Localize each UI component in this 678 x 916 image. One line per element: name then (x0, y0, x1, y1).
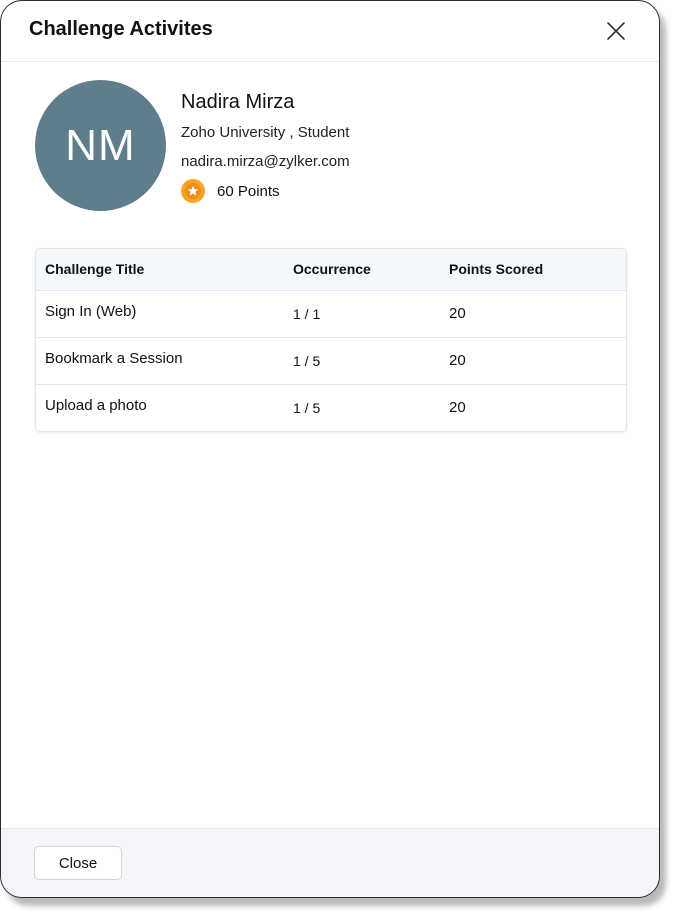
table-row (36, 337, 626, 384)
avatar: NM (35, 80, 166, 211)
column-header-challenge-title: Challenge Title (36, 249, 293, 290)
points-value: 60 Points (217, 182, 280, 200)
user-organization: Zoho University , Student (181, 124, 350, 141)
close-button[interactable]: Close (34, 846, 122, 880)
dialog-title: Challenge Activites (29, 18, 213, 40)
user-profile (35, 80, 625, 212)
points-summary (181, 179, 280, 203)
challenge-table (35, 248, 627, 432)
occurrence-cell: 1 / 5 (293, 399, 321, 416)
dialog-header (1, 1, 659, 62)
challenge-title: Upload a photo (45, 397, 147, 415)
table-row (36, 384, 626, 431)
user-email: nadira.mirza@zylker.com (181, 153, 350, 170)
points-scored-cell: 20 (449, 352, 466, 369)
challenge-title-cell (36, 290, 293, 337)
challenge-title: Bookmark a Session (45, 350, 183, 367)
dialog-footer (1, 828, 659, 897)
occurrence-cell: 1 / 5 (293, 352, 321, 369)
table-row (36, 290, 626, 337)
points-scored-cell: 20 (449, 399, 466, 417)
challenge-title: Sign In (Web) (45, 303, 137, 320)
user-name: Nadira Mirza (181, 91, 295, 113)
challenge-title-cell (36, 384, 293, 431)
close-icon[interactable] (605, 20, 627, 42)
star-badge-icon (181, 179, 205, 203)
points-scored-cell: 20 (449, 305, 466, 322)
challenge-title-cell (36, 337, 293, 384)
table-header-row (36, 249, 626, 290)
column-header-points-scored: Points Scored (449, 249, 626, 290)
occurrence-cell: 1 / 1 (293, 305, 321, 322)
column-header-occurrence: Occurrence (293, 249, 449, 290)
